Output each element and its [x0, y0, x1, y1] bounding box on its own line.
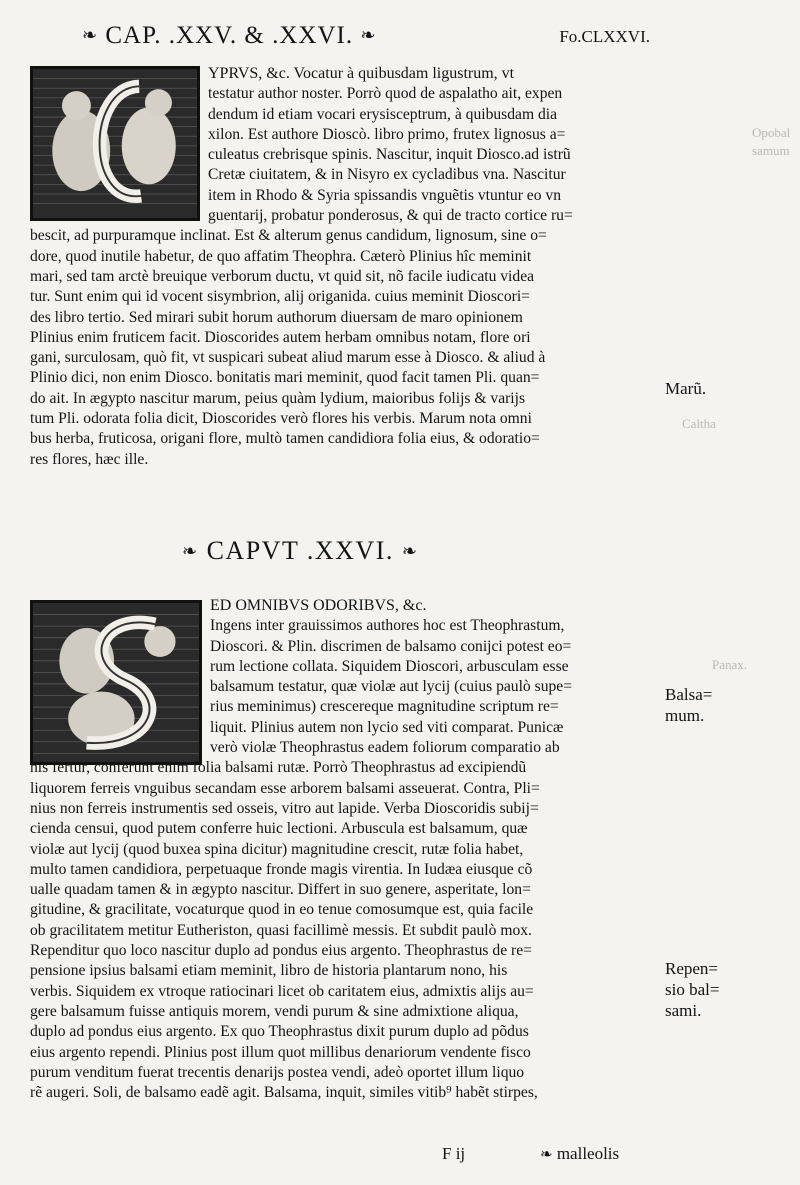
text-line: tum Pli. odorata folia dicit, Dioscorides verò flores his verbis. Marum nota omni: [30, 410, 532, 428]
fleuron-icon: ❧: [401, 541, 419, 561]
text-line: multo tamen candidiora, perpetuaque fronde magis virentia. In Iudæa eiusque cõ: [30, 860, 533, 878]
margin-note-line: sio bal=: [665, 980, 720, 999]
text-line: liquorem ferreis vnguibus secandam esse arborem balsami asseuerat. Contra, Pli=: [30, 779, 540, 797]
fleuron-icon: ❧: [540, 1147, 553, 1163]
fleuron-icon: ❧: [82, 25, 99, 45]
fleuron-icon: ❧: [360, 25, 377, 45]
text-line: Plinio dici, non enim Diosco. bonitatis mari meminit, quod facit tamen Pli. quan=: [30, 369, 540, 387]
text-line: des libro tertio. Sed mirari subit horum authorum diuersam de maro opinionem: [30, 308, 523, 326]
text-line: xilon. Est authore Dioscò. libro primo, frutex lignosus a=: [208, 125, 566, 143]
text-line: ED OMNIBVS ODORIBVS, &c.: [210, 597, 427, 614]
text-line: liquit. Plinius autem non lycio sed viti comparat. Punicæ: [210, 718, 564, 736]
text-line: dendum id etiam vocari erysisceptrum, à quibusdam dia: [208, 105, 558, 123]
margin-note-line: Balsa=: [665, 685, 713, 704]
bleed-through-note: Caltha: [682, 416, 716, 431]
text-line: item in Rhodo & Syria spissandis vnguẽtis vtuntur eo vn: [208, 186, 562, 204]
text-line: rum lectione collata. Siquidem Dioscori, arbusculam esse: [210, 657, 569, 675]
margin-note-repensio: [665, 958, 719, 1021]
text-line: ob gracilitatem metitur Eutheriston, quasi facillimè messis. Et subdit paulò mox.: [30, 921, 532, 939]
text-line: his fertur, conferunt enim folia balsami rutæ. Porrò Theophrastus ad excipiendũ: [30, 759, 527, 777]
text-line: balsamum testatur, quæ violæ aut lycij (cuius paulò supe=: [210, 678, 573, 696]
running-header: [82, 22, 650, 50]
text-line: culeatus crebrisque spinis. Nascitur, inquit Diosco.ad istrũ: [208, 146, 571, 164]
text-line: pensione ipsius balsami etiam meminit, libro de historia plantarum nono, his: [30, 962, 508, 980]
text-line: res flores, hæc ille.: [30, 450, 149, 468]
text-line: purum venditum fuerat trecentis denarijs postea vendi, adeò oportet illum liquo: [30, 1063, 525, 1081]
text-line: guentarij, probatur ponderosus, & qui de tracto cortice ru=: [208, 207, 573, 225]
text-line: verò violæ Theophrastus eadem foliorum comparatio ab: [210, 739, 560, 757]
text-line: nius non ferreis instrumentis sed osseis, vitro aut lapide. Verba Dioscoridis subij=: [30, 799, 539, 817]
text-line: dore, quod inutile habetur, de quo affatim Theophra. Cæterò Plinius hîc meminit: [30, 247, 532, 265]
margin-note-marum: Marũ.: [665, 379, 707, 398]
chapter-xxvi-text: [30, 596, 650, 1103]
text-line: cienda censui, quod putem conferre huic lectioni. Arbuscula est balsamum, quæ: [30, 820, 528, 838]
text-line: Cretæ ciuitatem, & in Nisyro ex cycladibus vna. Nascitur: [208, 166, 566, 184]
text-line: gere balsamum fuisse antiquis morem, vendi purum & sine admixtione aliqua,: [30, 1002, 519, 1020]
margin-note-line: Repen=: [665, 959, 719, 978]
catchword: [540, 1144, 619, 1164]
chapter-heading: [182, 536, 418, 566]
text-line: gitudine, & gracilitate, vocaturque quod in eo tenue comosumque est, quia facile: [30, 901, 534, 919]
fleuron-icon: ❧: [182, 541, 199, 561]
signature-mark: F ij: [442, 1144, 466, 1163]
text-line: bus herba, fruticosa, origani flore, multò tamen candidiora folia eius, & odoratio=: [30, 430, 540, 448]
margin-note-balsamum: [665, 684, 712, 726]
text-line: verbis. Siquidem ex vtroque ratiocinari licet ob caritatem eius, admixtis alijs au=: [30, 982, 534, 1000]
header-title: CAP. .XXV. & .XXVI.: [105, 22, 354, 49]
text-line: mari, sed tam arctè breuique verborum ductu, vt quid sit, nõ facile iudicatu videa: [30, 267, 535, 285]
text-line: ualle quadam tamen & in ægypto nascitur. Differt in suo genere, asperitate, lon=: [30, 881, 531, 899]
margin-note-line: sami.: [665, 1001, 702, 1020]
text-line: testatur author noster. Porrò quod de aspalatho ait, expen: [208, 85, 563, 103]
bleed-through-note: Panax.: [712, 657, 748, 672]
text-line: gani, surculosam, quò fit, vt suspicari subeat aliud marum esse à Diosco. & aliud à: [30, 349, 546, 367]
text-line: do ait. In ægypto nascitur marum, peius quàm lydium, maioribus folijs & varijs: [30, 389, 526, 407]
text-line: Rependitur quo loco nascitur duplo ad pondus eius argento. Theophrastus de re=: [30, 942, 532, 960]
folio-number: Fo.CLXXVI.: [559, 27, 650, 46]
text-line: bescit, ad purpuramque inclinat. Est & alterum genus candidum, lignosum, sine o=: [30, 227, 547, 245]
text-line: violæ aut lycij (quod buxea spina dicitur) magnitudine crescit, rutæ folia habet,: [30, 840, 524, 858]
text-line: eius argento rependi. Plinius post illum quot millibus denariorum vendente fisco: [30, 1043, 531, 1061]
margin-note-line: mum.: [665, 706, 705, 725]
catchword-text: malleolis: [556, 1144, 620, 1163]
text-line: duplo ad pondus eius argento. Ex quo Theophrastus dixit purum duplo ad põdus: [30, 1023, 529, 1041]
text-line: Dioscori. & Plin. discrimen de balsamo conijci potest eo=: [210, 637, 572, 655]
text-line: YPRVS, &c. Vocatur à quibusdam ligustrum, vt: [208, 65, 515, 82]
text-line: rius meminimus) crescereque magnitudine scriptum re=: [210, 698, 559, 716]
chapter-heading-label: CAPVT .XXVI.: [206, 536, 394, 565]
text-line: Plinius enim fruticem facit. Dioscorides autem herbam omnibus notam, flore ori: [30, 328, 531, 346]
text-line: tur. Sunt enim qui id vocent sisymbrion, alij origanida. cuius meminit Dioscori=: [30, 288, 530, 306]
bleed-through-note: samum: [752, 143, 790, 158]
bleed-through-note: Opobal: [752, 125, 791, 140]
text-line: Ingens inter grauissimos authores hoc est Theophrastum,: [210, 617, 565, 635]
chapter-xxv-text: [30, 64, 650, 470]
text-line: rẽ augeri. Soli, de balsamo eadẽ agit. Balsama, inquit, similes vitib⁹ habẽt stirpes,: [30, 1084, 538, 1102]
